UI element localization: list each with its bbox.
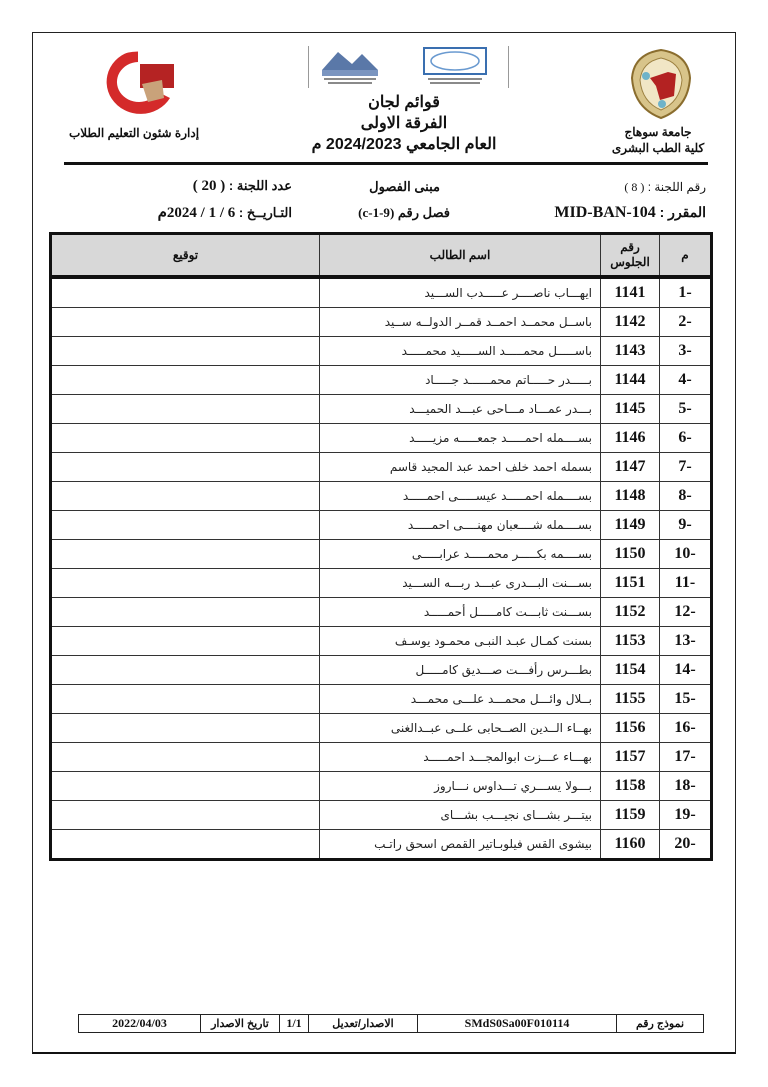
form-footer: [78, 1014, 704, 1033]
row-signature: [51, 540, 320, 569]
row-student-name: بيتـــر بشـــاى نجيـــب بشـــاى: [320, 801, 601, 830]
header-index: م: [660, 234, 712, 278]
table-row: [51, 627, 712, 656]
row-index: -8: [660, 482, 712, 511]
row-signature: [51, 627, 320, 656]
header-seat-line2: الجلوس: [610, 255, 650, 269]
row-student-name: بسمله احمد خلف احمد عبد المجيد قاسم: [320, 453, 601, 482]
table-row: [51, 424, 712, 453]
table-body: [51, 277, 712, 860]
row-seat-number: 1159: [601, 801, 660, 830]
row-seat-number: 1141: [601, 277, 660, 308]
row-student-name: بســـنت البـــدرى عبـــد ربـــه الســـيد: [320, 569, 601, 598]
date-value: 6 / 1 / 2024م: [157, 205, 236, 221]
header-seat-line1: رقم: [620, 240, 640, 254]
row-student-name: بيشوى القس فيلوبـاتير القمص اسحق راتـب: [320, 830, 601, 860]
row-signature: [51, 743, 320, 772]
row-student-name: بســــمه بكـــــر محمـــــد عرابـــــى: [320, 540, 601, 569]
row-student-name: بــلال وائـــل محمـــد علـــى محمـــد: [320, 685, 601, 714]
title-line-level: الفرقة الاولى: [360, 115, 448, 132]
row-signature: [51, 277, 320, 308]
row-student-name: ايهـــاب ناصــــر عـــــدب الســـيد: [320, 277, 601, 308]
row-student-name: بســـنت ثابـــت كامـــــل أحمـــــد: [320, 598, 601, 627]
table-row: [51, 482, 712, 511]
table-row: [51, 685, 712, 714]
row-student-name: بـــدر عمـــاد مـــاحى عبـــد الحميـــد: [320, 395, 601, 424]
row-signature: [51, 830, 320, 860]
table-row: [51, 801, 712, 830]
row-student-name: بسنت كمـال عبـد النبـى محمـود يوسـف: [320, 627, 601, 656]
header-signature: توقيع: [51, 234, 320, 278]
row-seat-number: 1149: [601, 511, 660, 540]
row-seat-number: 1160: [601, 830, 660, 860]
classroom-value: (c-1-9): [358, 205, 395, 220]
row-seat-number: 1145: [601, 395, 660, 424]
row-index: -10: [660, 540, 712, 569]
row-index: -18: [660, 772, 712, 801]
row-signature: [51, 453, 320, 482]
row-student-name: بـــــدر حـــــاتم محمــــــد جـــــاد: [320, 366, 601, 395]
table-row: [51, 772, 712, 801]
exam-date: [158, 203, 292, 222]
sohag-university-crest-icon: [626, 48, 696, 120]
row-signature: [51, 656, 320, 685]
row-signature: [51, 424, 320, 453]
row-seat-number: 1156: [601, 714, 660, 743]
table-row: [51, 714, 712, 743]
table-row: [51, 743, 712, 772]
table-row: [51, 366, 712, 395]
row-index: -1: [660, 277, 712, 308]
row-index: -17: [660, 743, 712, 772]
row-signature: [51, 714, 320, 743]
row-student-name: بطـــرس رأفـــت صـــديق كامـــــل: [320, 656, 601, 685]
form-footer-row: [79, 1015, 704, 1033]
row-seat-number: 1157: [601, 743, 660, 772]
department-name: إدارة شئون التعليم الطلاب: [68, 126, 200, 140]
row-signature: [51, 772, 320, 801]
course-code: [554, 204, 706, 222]
header-student-name: اسم الطالب: [320, 234, 601, 278]
row-student-name: باســـــل محمـــــد الســـــيد محمـــــد: [320, 337, 601, 366]
accreditation-certification-logos-icon: [304, 44, 514, 90]
row-seat-number: 1151: [601, 569, 660, 598]
row-index: -2: [660, 308, 712, 337]
table-row: [51, 453, 712, 482]
row-index: -6: [660, 424, 712, 453]
table-row: [51, 277, 712, 308]
table-row: [51, 656, 712, 685]
table-header-row: [51, 234, 712, 278]
row-signature: [51, 569, 320, 598]
row-signature: [51, 395, 320, 424]
row-index: -7: [660, 453, 712, 482]
form-number-label: نموذج رقم: [617, 1015, 704, 1033]
committee-count: [193, 178, 292, 195]
table-row: [51, 598, 712, 627]
committee-count-value: ( 20 ): [192, 178, 226, 194]
row-signature: [51, 511, 320, 540]
row-index: -20: [660, 830, 712, 860]
table-row: [51, 308, 712, 337]
row-student-name: بســــمله احمـــــد جمعـــــه مزيـــــد: [320, 424, 601, 453]
row-index: -16: [660, 714, 712, 743]
date-label: التـاريــخ :: [238, 205, 292, 220]
title-line-lists: قوائم لجان: [368, 94, 440, 111]
row-student-name: بهــاء الــدين الصــحابى علــى عبــدالغنى: [320, 714, 601, 743]
committee-count-label: عدد اللجنة :: [228, 178, 292, 193]
row-index: -12: [660, 598, 712, 627]
row-signature: [51, 366, 320, 395]
committee-number: [624, 180, 706, 195]
revision-value: 1/1: [280, 1015, 309, 1033]
title-line-academic-year: العام الجامعي 2024/2023 م: [311, 136, 497, 153]
row-index: -3: [660, 337, 712, 366]
committee-number-label: رقم اللجنة :: [647, 180, 706, 194]
row-signature: [51, 482, 320, 511]
row-student-name: بســــمله احمـــــد عيســـــى احمـــــد: [320, 482, 601, 511]
document-title: [284, 92, 524, 155]
table-row: [51, 511, 712, 540]
committee-number-value: ( 8 ): [624, 180, 645, 194]
table-row: [51, 830, 712, 860]
course-value: MID-BAN-104: [554, 204, 656, 221]
row-seat-number: 1144: [601, 366, 660, 395]
header-seat-number: [601, 234, 660, 278]
student-roster-table: [49, 232, 713, 861]
row-seat-number: 1158: [601, 772, 660, 801]
row-index: -15: [660, 685, 712, 714]
document-header: [64, 40, 708, 164]
revision-label: الاصدار/تعديل: [309, 1015, 418, 1033]
course-label: المقرر :: [659, 204, 706, 220]
row-student-name: باســل محمــد احمــد قمــر الدولــه ســيد: [320, 308, 601, 337]
university-name: [608, 124, 708, 156]
row-index: -11: [660, 569, 712, 598]
row-index: -5: [660, 395, 712, 424]
university-line: جامعة سوهاج: [624, 125, 692, 139]
row-seat-number: 1152: [601, 598, 660, 627]
row-seat-number: 1146: [601, 424, 660, 453]
classroom-label: فصل رقم: [397, 205, 450, 220]
row-student-name: بـــولا يســـري تـــداوس نـــاروز: [320, 772, 601, 801]
table-row: [51, 395, 712, 424]
faculty-line: كلية الطب البشرى: [611, 141, 705, 155]
row-student-name: بســــمله شــــعبان مهنــــى احمـــــد: [320, 511, 601, 540]
issue-date-value: 2022/04/03: [79, 1015, 201, 1033]
row-signature: [51, 337, 320, 366]
row-signature: [51, 685, 320, 714]
row-seat-number: 1153: [601, 627, 660, 656]
row-seat-number: 1150: [601, 540, 660, 569]
row-index: -13: [660, 627, 712, 656]
row-seat-number: 1143: [601, 337, 660, 366]
row-index: -14: [660, 656, 712, 685]
table-row: [51, 540, 712, 569]
row-seat-number: 1147: [601, 453, 660, 482]
row-index: -4: [660, 366, 712, 395]
row-index: -9: [660, 511, 712, 540]
row-seat-number: 1155: [601, 685, 660, 714]
row-signature: [51, 598, 320, 627]
table-row: [51, 337, 712, 366]
issue-date-label: تاريخ الاصدار: [201, 1015, 280, 1033]
row-seat-number: 1142: [601, 308, 660, 337]
header-divider: [64, 162, 708, 165]
row-signature: [51, 308, 320, 337]
row-signature: [51, 801, 320, 830]
faculty-of-medicine-logo-icon: [78, 46, 198, 116]
row-seat-number: 1154: [601, 656, 660, 685]
row-index: -19: [660, 801, 712, 830]
form-number-value: SMdS0Sa00F010114: [418, 1015, 617, 1033]
table-row: [51, 569, 712, 598]
building-name: مبنى الفصول: [369, 179, 440, 194]
row-student-name: بهـــاء عـــزت ابوالمجـــد احمـــــد: [320, 743, 601, 772]
row-seat-number: 1148: [601, 482, 660, 511]
classroom: [358, 205, 450, 221]
